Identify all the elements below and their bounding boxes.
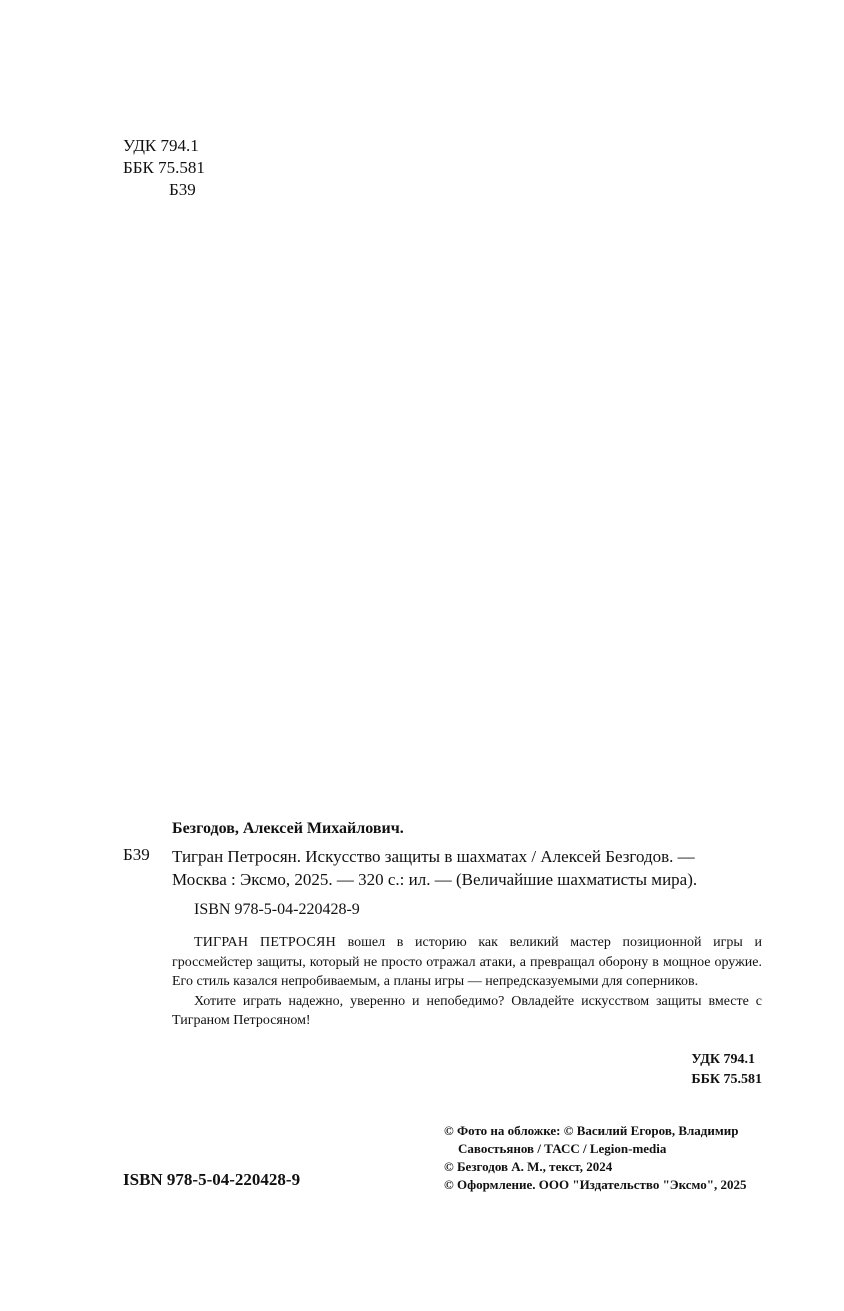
description-line: Тигран Петросян. Искусство защиты в шахматах / Алексей Безгодов. — [172, 847, 695, 866]
bottom-classification [691, 1050, 762, 1090]
author-heading: Безгодов, Алексей Михайлович. [172, 820, 404, 837]
description-line: Москва : Эксмо, 2025. — 320 с.: ил. — (Величайшие шахматисты мира). [172, 870, 698, 889]
copyright-text: © Безгодов А. М., текст, 2024 [444, 1159, 613, 1174]
abstract-paragraph-1 [172, 933, 762, 992]
top-udk: УДК 794.1 [123, 136, 199, 155]
abstract [172, 933, 762, 1031]
copyright-photo-line-1: © Фото на обложке: © Василий Егоров, Владимир [444, 1123, 739, 1138]
bottom-isbn: ISBN 978-5-04-220428-9 [123, 1170, 301, 1189]
entry-author-sign: Б39 [123, 845, 150, 864]
bottom-udk: УДК 794.1 [691, 1052, 755, 1067]
entry-isbn: ISBN 978-5-04-220428-9 [194, 901, 360, 918]
bottom-bbk: ББК 75.581 [691, 1072, 762, 1087]
top-author-sign: Б39 [169, 180, 196, 199]
bibliographic-description [172, 845, 772, 891]
top-bbk: ББК 75.581 [123, 158, 205, 177]
abstract-paragraph-2: Хотите играть надежно, уверенно и непобедимо? Овладейте искусством защиты вместе с Тиграном Петросяном! [172, 993, 762, 1028]
copyright-design: © Оформление. ООО "Издательство "Эксмо", 2025 [444, 1177, 747, 1192]
copyright-block [444, 1122, 746, 1194]
copyright-photo-line-2: Савостьянов / ТАСС / Legion-media [458, 1141, 667, 1156]
abstract-paragraph-1-text: вошел в историю как великий мастер позиционной игры и гроссмейстер защиты, который не просто отражал атаки, а превращал оборону в мощное оружие. Его стиль казался непробиваемым, а планы игры — непредсказуемыми для соперников. [172, 935, 762, 989]
abstract-name-caps: ТИГРАН ПЕТРОСЯН [194, 935, 336, 950]
top-classification [123, 135, 205, 201]
